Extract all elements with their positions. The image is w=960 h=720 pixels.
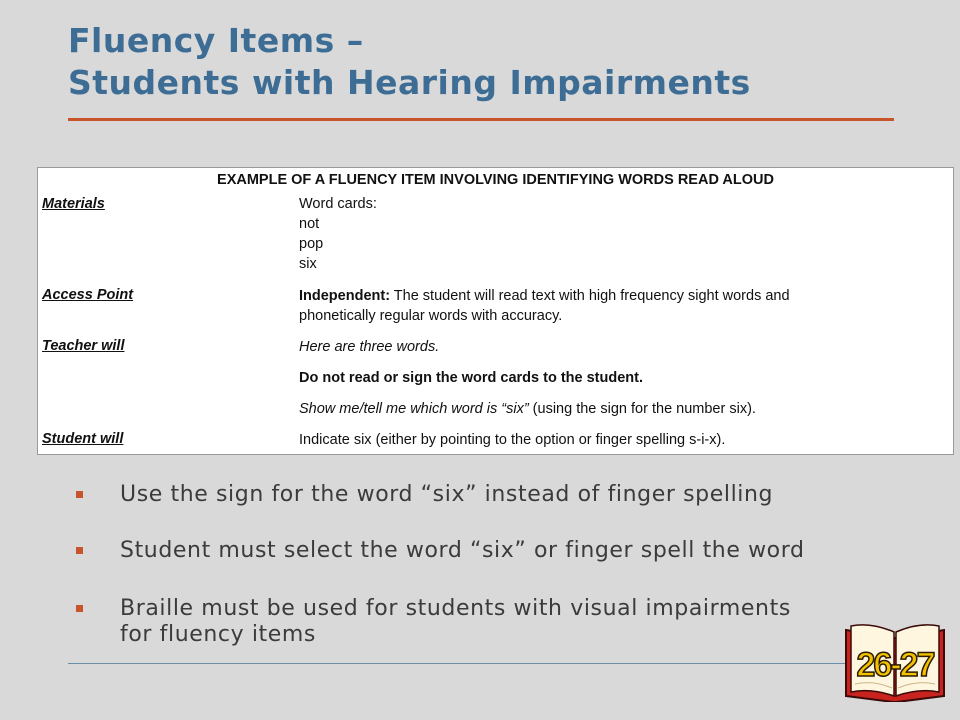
label-teacher-will: Teacher will: [42, 338, 125, 354]
square-bullet-icon: [76, 491, 83, 498]
materials-line: six: [299, 256, 317, 272]
teacher-line-3: [299, 399, 756, 419]
footer-divider: [68, 663, 858, 664]
slide-title-line2: Students with Hearing Impairments: [68, 63, 751, 102]
square-bullet-icon: [76, 547, 83, 554]
label-student-will: Student will: [42, 431, 124, 447]
teacher-line-3-prompt: Show me/tell me which word is “six”: [299, 401, 529, 417]
access-point-text: The student will read text with high frequency sight words and: [390, 288, 790, 304]
slide-title-line1: Fluency Items –: [68, 21, 364, 60]
materials-value: [299, 194, 377, 274]
title-divider: [68, 118, 894, 121]
slide-title: [68, 20, 908, 104]
label-materials: Materials: [42, 196, 105, 212]
teacher-line-3-note: (using the sign for the number six).: [528, 401, 756, 417]
teacher-line-2: Do not read or sign the word cards to the student.: [299, 370, 643, 386]
student-will-value: Indicate six (either by pointing to the option or finger spelling s-i-x).: [299, 432, 726, 448]
fluency-example-table: [37, 167, 954, 455]
materials-line: pop: [299, 236, 324, 252]
teacher-line-1: Here are three words.: [299, 339, 440, 355]
access-point-text-cont: phonetically regular words with accuracy.: [299, 308, 563, 324]
bullet-text-line: for fluency items: [120, 622, 316, 647]
table-heading: EXAMPLE OF A FLUENCY ITEM INVOLVING IDENTIFYING WORDS READ ALOUD: [217, 172, 774, 188]
materials-line: Word cards:: [299, 196, 377, 212]
materials-line: not: [299, 216, 320, 232]
bullet-text: Student must select the word “six” or finger spell the word: [120, 538, 805, 563]
bullet-text-line: Braille must be used for students with visual impairments: [120, 596, 791, 621]
label-access-point: Access Point: [42, 287, 134, 303]
square-bullet-icon: [76, 605, 83, 612]
bullet-text: [120, 596, 890, 648]
open-book-icon: [843, 620, 947, 702]
bullet-text: Use the sign for the word “six” instead of finger spelling: [120, 482, 774, 507]
access-point-level: Independent:: [299, 288, 391, 304]
page-number-badge: 26-27: [856, 646, 934, 684]
access-point-value: [299, 286, 790, 326]
